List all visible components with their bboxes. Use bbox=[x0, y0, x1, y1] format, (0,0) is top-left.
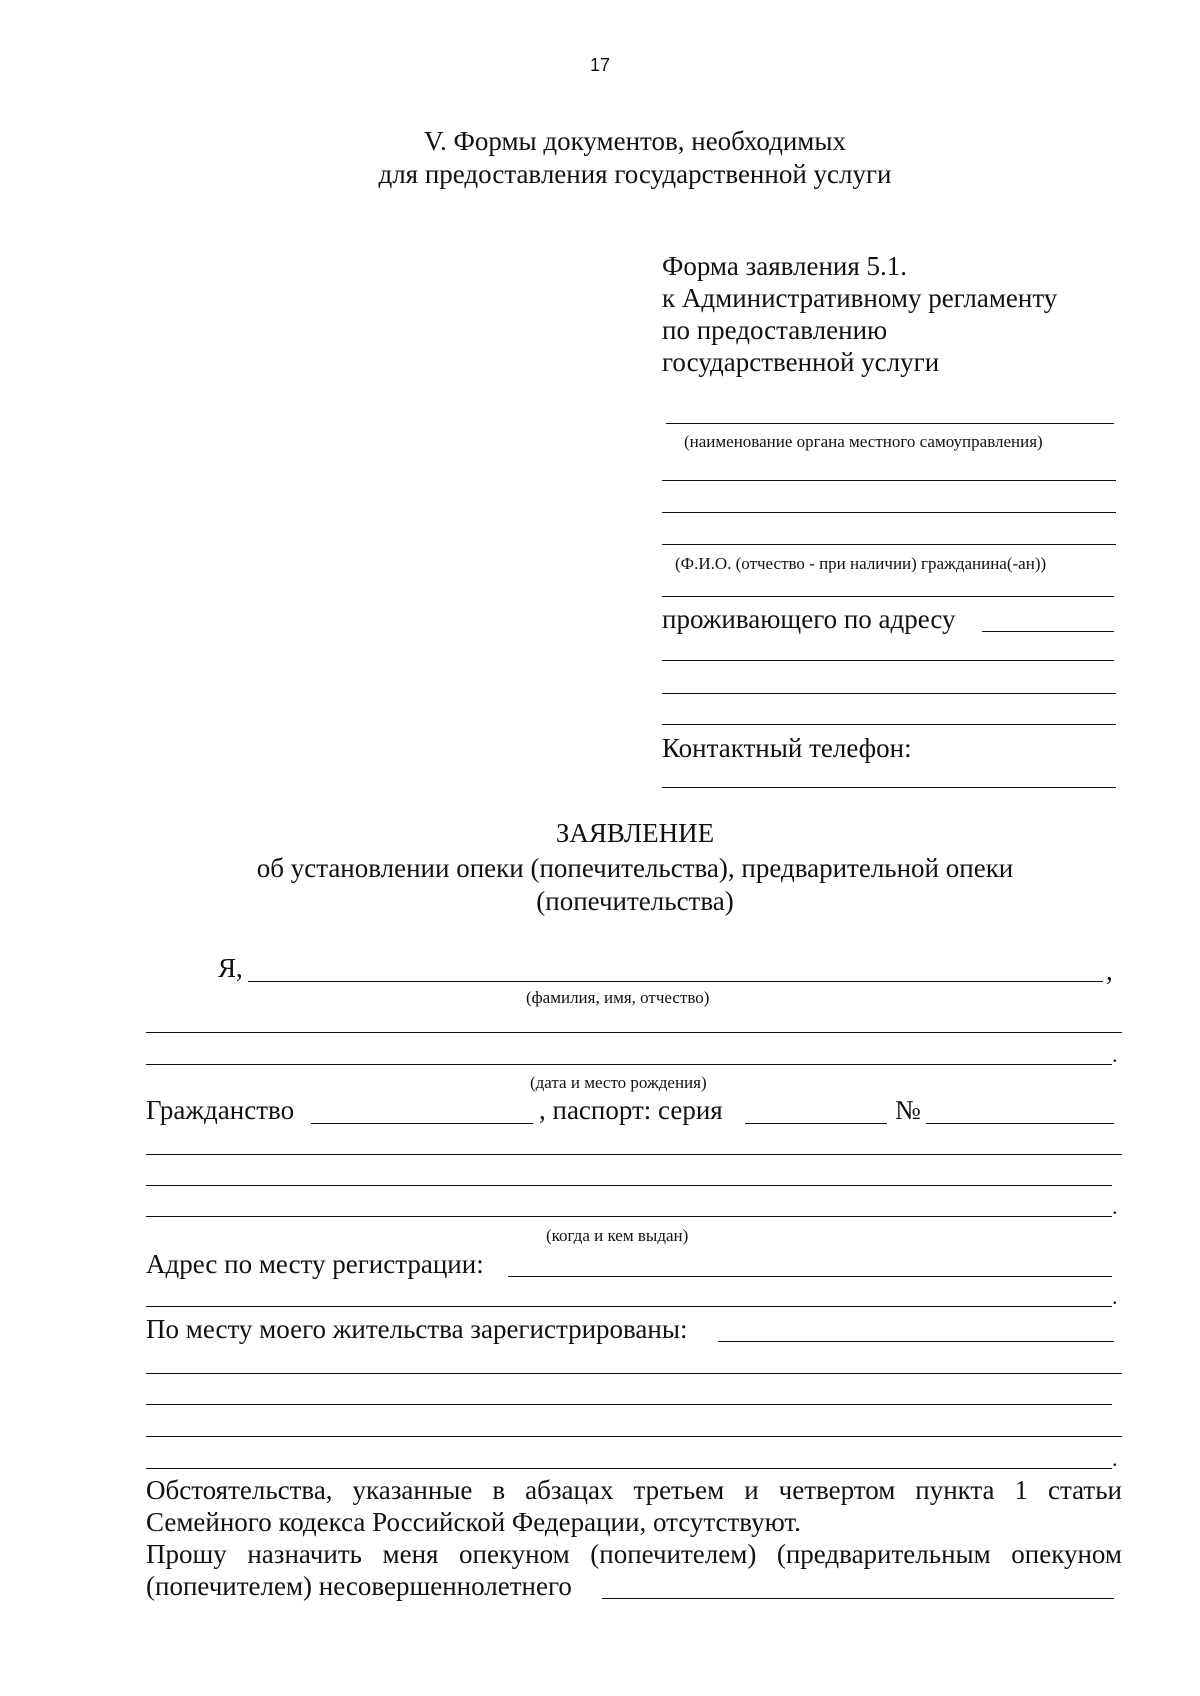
registration-line-period: . bbox=[1112, 1284, 1118, 1309]
section-heading-line2: для предоставления государственной услуги bbox=[378, 159, 892, 189]
document-title: ЗАЯВЛЕНИЕ bbox=[555, 818, 715, 848]
registered-residents-label: По месту моего жительства зарегистрированы: bbox=[146, 1314, 688, 1344]
registration-line-2[interactable] bbox=[146, 1306, 1112, 1307]
document-subtitle-line2: (попечительства) bbox=[536, 886, 734, 916]
passport-issued-line-1[interactable] bbox=[146, 1154, 1122, 1155]
passport-issued-line-2[interactable] bbox=[146, 1185, 1112, 1186]
passport-series-label: , паспорт: серия bbox=[539, 1095, 723, 1125]
passport-number-line[interactable] bbox=[926, 1123, 1114, 1124]
form-reference-line4: государственной услуги bbox=[662, 347, 940, 377]
phone-label: Контактный телефон: bbox=[662, 733, 912, 763]
form-reference-line1: Форма заявления 5.1. bbox=[662, 251, 908, 281]
authority-caption: (наименование органа местного самоуправления) bbox=[684, 432, 1043, 451]
fio-line-3[interactable] bbox=[662, 544, 1116, 545]
birth-caption: (дата и место рождения) bbox=[530, 1073, 707, 1092]
passport-series-line[interactable] bbox=[745, 1123, 887, 1124]
address-line-4[interactable] bbox=[662, 724, 1116, 725]
passport-issued-line-3[interactable] bbox=[146, 1216, 1112, 1217]
phone-line[interactable] bbox=[662, 787, 1116, 788]
birth-line-period: . bbox=[1112, 1042, 1118, 1067]
registered-line-2[interactable] bbox=[146, 1373, 1122, 1374]
minor-name-line[interactable] bbox=[602, 1598, 1114, 1599]
form-reference-line2: к Административному регламенту bbox=[662, 283, 1058, 313]
birth-line-2[interactable] bbox=[146, 1064, 1112, 1065]
registered-line-period: . bbox=[1112, 1446, 1118, 1471]
document-subtitle-line1: об установлении опеки (попечительства), предварительной опеки bbox=[256, 853, 1014, 883]
authority-name-line[interactable] bbox=[666, 423, 1114, 424]
fio-line-1[interactable] bbox=[662, 480, 1116, 481]
registered-line-4[interactable] bbox=[146, 1436, 1122, 1437]
fio-line-2[interactable] bbox=[662, 512, 1116, 513]
page-number: 17 bbox=[589, 55, 611, 75]
name-comma: , bbox=[1106, 956, 1113, 986]
registered-line-1[interactable] bbox=[718, 1341, 1114, 1342]
request-paragraph bbox=[146, 1538, 1122, 1602]
passport-number-label: № bbox=[895, 1095, 921, 1125]
applicant-name-line[interactable] bbox=[248, 981, 1103, 982]
name-caption: (фамилия, имя, отчество) bbox=[526, 988, 710, 1007]
birth-line-1[interactable] bbox=[146, 1032, 1122, 1033]
registration-label: Адрес по месту регистрации: bbox=[146, 1249, 484, 1279]
request-text: Прошу назначить меня опекуном (попечителем) (предварительным опекуном (попечителем) несовершеннолетнего bbox=[146, 1539, 1122, 1601]
form-reference bbox=[662, 250, 1057, 378]
citizenship-label: Гражданство bbox=[146, 1095, 295, 1125]
i-label: Я, bbox=[218, 953, 243, 983]
address-line-1[interactable] bbox=[982, 631, 1114, 632]
section-heading-line1: V. Формы документов, необходимых bbox=[424, 126, 846, 156]
registration-line-1[interactable] bbox=[508, 1276, 1112, 1277]
address-label: проживающего по адресу bbox=[662, 604, 956, 634]
fio-line-4[interactable] bbox=[662, 596, 1114, 597]
circumstances-paragraph: Обстоятельства, указанные в абзацах третьем и четвертом пункта 1 статьи Семейного кодекса Российской Федерации, отсутствуют. bbox=[146, 1475, 1122, 1537]
issued-line-period: . bbox=[1112, 1194, 1118, 1219]
form-reference-line3: по предоставлению bbox=[662, 315, 888, 345]
issued-caption: (когда и кем выдан) bbox=[546, 1226, 689, 1245]
citizenship-line[interactable] bbox=[311, 1123, 533, 1124]
address-line-3[interactable] bbox=[662, 693, 1116, 694]
address-line-2[interactable] bbox=[662, 660, 1114, 661]
registered-line-5[interactable] bbox=[146, 1468, 1112, 1469]
fio-caption: (Ф.И.О. (отчество - при наличии) гражданина(-ан)) bbox=[675, 554, 1047, 573]
registered-line-3[interactable] bbox=[146, 1404, 1112, 1405]
